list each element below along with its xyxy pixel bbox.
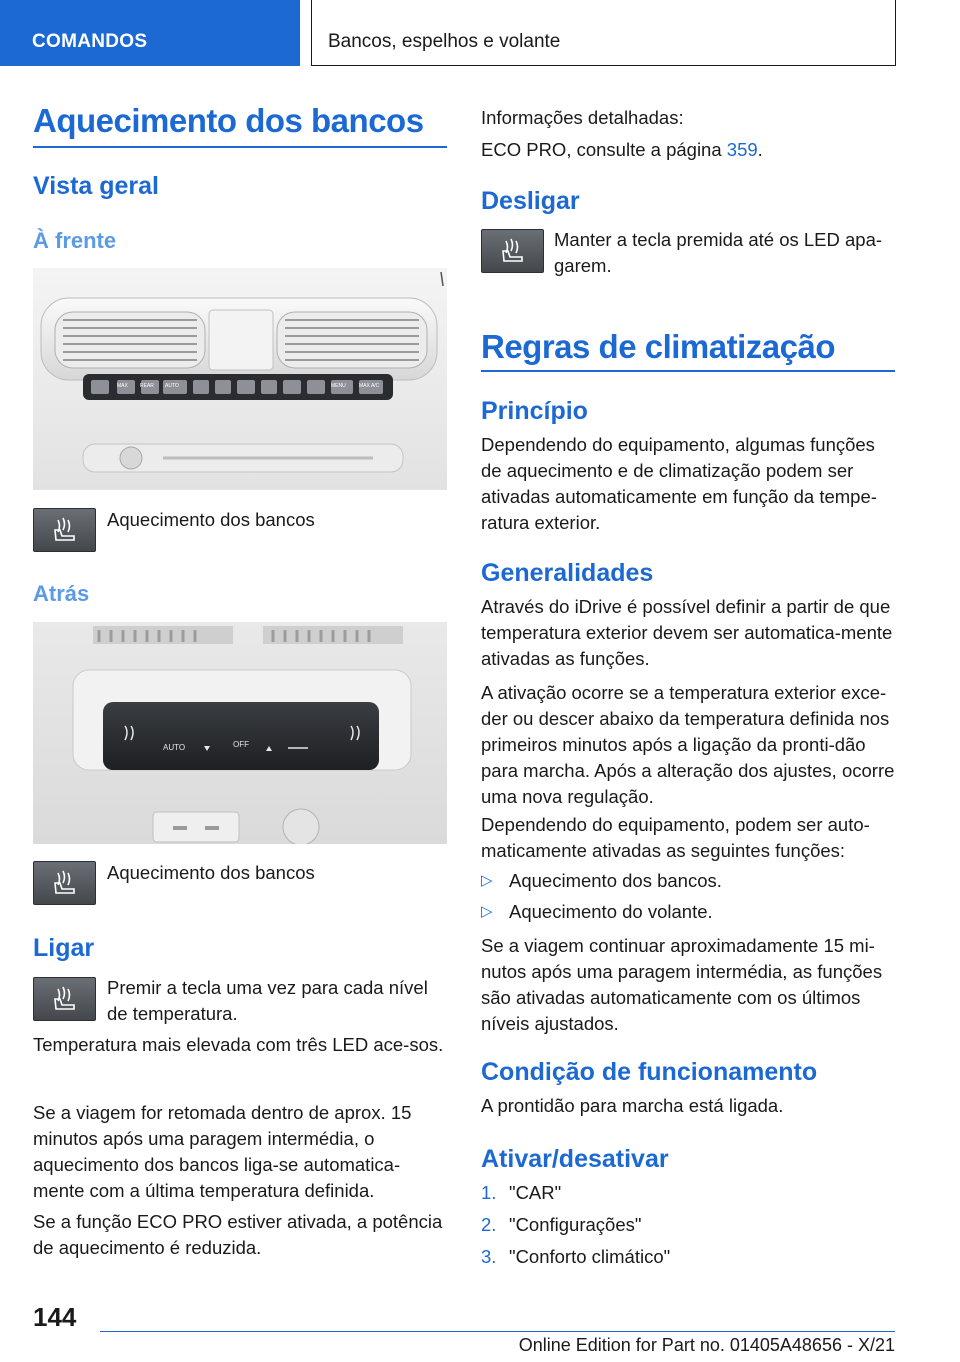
principio-heading: Princípio <box>481 397 588 425</box>
eco-page-link[interactable]: 359 <box>726 139 758 160</box>
front-btn-menu: MENU <box>331 383 346 389</box>
rear-console-illustration <box>33 622 447 844</box>
front-btn-auto: AUTO <box>165 383 179 389</box>
section-tab <box>0 0 300 66</box>
bullet-triangle-icon: ▷ <box>481 872 493 889</box>
step-item: 3. "Conforto climático" <box>481 1246 671 1267</box>
front-btn-rear: REAR <box>140 383 154 389</box>
section-label: COMANDOS <box>32 31 148 52</box>
para-restart: Se a viagem for retomada dentro de aprox. 15 minutos após uma paragem intermédia, o aquecimento dos bancos liga-se automatica-mente com a última temperatura definida. <box>33 1102 412 1201</box>
condicao-heading: Condição de funcionamento <box>481 1058 818 1086</box>
rear-heading: Atrás <box>33 581 90 606</box>
principio-text: Dependendo do equipamento, algumas funções de aquecimento e de climatização podem ser ativadas automaticamente em função da tempe-ratura exterior. <box>481 434 877 533</box>
page-number: 144 <box>33 1302 77 1332</box>
chapter-tab <box>311 0 896 66</box>
front-caption: Aquecimento dos bancos <box>107 509 315 530</box>
rear-console-photo <box>33 622 447 844</box>
list-item: ▷ Aquecimento dos bancos. <box>481 868 895 894</box>
info-label: Informações detalhadas: <box>481 107 684 128</box>
rear-caption: Aquecimento dos bancos <box>107 862 315 883</box>
desligar-heading: Desligar <box>481 187 580 215</box>
front-heading: À frente <box>33 228 117 253</box>
footer-edition: Online Edition for Part no. 01405A48656 - X/21 <box>518 1335 895 1355</box>
eco-reference <box>481 137 763 163</box>
eco-end: . <box>757 139 763 160</box>
chapter-label: Bancos, espelhos e volante <box>328 31 561 52</box>
generalidades-heading: Generalidades <box>481 559 654 587</box>
overview-heading: Vista geral <box>33 172 160 200</box>
regras-title: Regras de climatização <box>481 328 835 365</box>
title-rule <box>33 146 447 148</box>
rear-btn-off: OFF <box>233 740 249 749</box>
step-item: 2. "Configurações" <box>481 1214 642 1235</box>
page-title: Aquecimento dos bancos <box>33 102 424 139</box>
para-max-temp: Temperatura mais elevada com três LED ace-sos. <box>33 1034 444 1055</box>
condicao-text: A prontidão para marcha está ligada. <box>481 1095 784 1116</box>
footer-rule <box>100 1331 895 1332</box>
ativar-heading: Ativar/desativar <box>481 1145 669 1173</box>
front-btn-maxac: MAX A/C <box>359 383 380 389</box>
regras-rule <box>481 370 895 372</box>
front-console-photo <box>33 268 447 490</box>
ligar-text: Premir a tecla uma vez para cada nível de temperatura. <box>107 977 428 1024</box>
seat-heating-key-icon <box>481 229 544 273</box>
gen-para-2: A ativação ocorre se a temperatura exterior exce-der ou descer abaixo da temperatura definida nos primeiros minutos após a ligação da pronti-dão para marcha. Após a alteração dos ajustes, ocorre uma nova regulação. <box>481 682 895 807</box>
gen-para-4: Se a viagem continuar aproximadamente 15 mi-nutos após uma paragem intermédia, as funções são ativadas automaticamente com os últimos níveis ajustados. <box>481 935 883 1034</box>
seat-heating-key-icon <box>33 508 96 552</box>
front-btn-max: MAX <box>117 383 128 389</box>
desligar-text: Manter a tecla premida até os LED apa-garem. <box>554 229 883 276</box>
ligar-heading: Ligar <box>33 934 95 962</box>
gen-para-3: Dependendo do equipamento, podem ser auto-maticamente ativadas as seguintes funções: <box>481 814 870 861</box>
front-console-illustration <box>33 268 447 490</box>
rear-btn-auto: AUTO <box>163 743 186 752</box>
bullet-triangle-icon: ▷ <box>481 903 493 920</box>
seat-heating-key-icon <box>33 977 96 1021</box>
para-eco-pro: Se a função ECO PRO estiver ativada, a potência de aquecimento é reduzida. <box>33 1211 443 1258</box>
seat-heating-key-icon <box>33 861 96 905</box>
gen-para-1: Através do iDrive é possível definir a partir de que temperatura exterior devem ser automatica-mente ativadas as funções. <box>481 596 893 669</box>
step-item: 1. "CAR" <box>481 1182 562 1203</box>
list-item: ▷ Aquecimento do volante. <box>481 899 895 925</box>
eco-text: ECO PRO, consulte a página <box>481 139 722 160</box>
